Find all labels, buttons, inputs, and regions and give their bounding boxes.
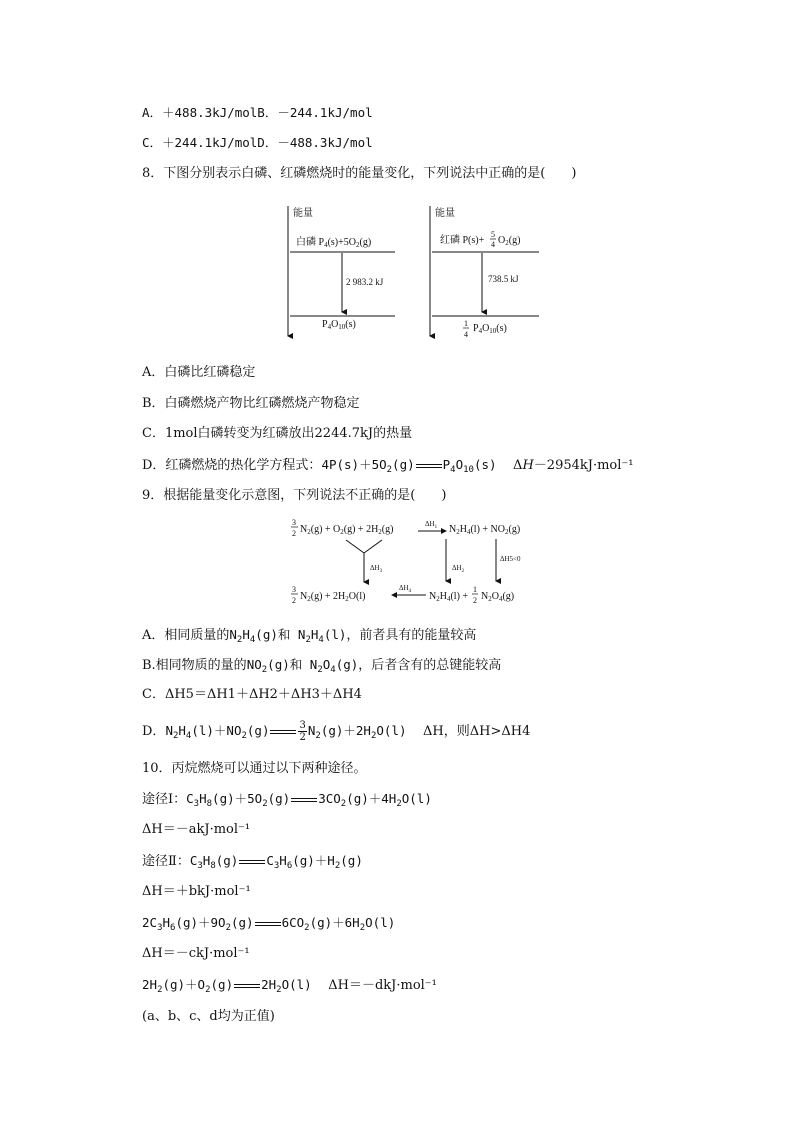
svg-text:ΔH1: $\Delta H_1$ xyxy=(425,520,438,530)
q10-path2-eq3: $2H_2(g)+O_2(g)$ $2H_2O(l)$ ΔH＝－dkJ·mol⁻¹ xyxy=(142,977,437,995)
svg-text:4: 4 xyxy=(464,330,468,339)
q10-path2-eq1: 途径Ⅱ：$C_3H_8(g)$ $C_3H_6(g)+H_2(g)$ xyxy=(142,853,363,871)
q10-path2-eq2: $2C_3H_6(g)+9O_2(g)$ $6CO_2(g)+6H_2O(l)$ xyxy=(142,915,396,933)
q9-option-c: C．ΔH5＝ΔH1＋ΔH2＋ΔH3＋ΔH4 xyxy=(142,687,362,702)
q9-energy-diagram xyxy=(286,515,534,611)
svg-text:4: 4 xyxy=(491,240,495,249)
left-axis-label: 能量 xyxy=(293,208,313,219)
q7-options-ab: A．＋488.3kJ/molB．－244.1kJ/mol xyxy=(142,105,373,120)
svg-text:2: 2 xyxy=(292,529,296,538)
q9-option-a: A．相同质量的$N_2H_4(g)$和 $N_2H_4(l)$，前者具有的能量较高 xyxy=(142,627,477,645)
svg-text:N2H4(l) +: $N_2H_4(l)$ + xyxy=(429,591,469,603)
right-bottom-label: $P_4O_{10}(s)$ xyxy=(473,323,507,335)
svg-text:ΔH4: $\Delta H_4$ xyxy=(399,584,412,594)
q10-path2-dh1: ΔH＝＋bkJ·mol⁻¹ xyxy=(142,884,251,899)
q7-options-cd: C．＋244.1kJ/molD．－488.3kJ/mol xyxy=(142,135,373,150)
q9-stem: 9．根据能量变化示意图，下列说法不正确的是( ) xyxy=(142,488,447,503)
q10-stem: 10．丙烷燃烧可以通过以下两种途径。 xyxy=(142,761,367,776)
dh5-label: ΔH5<0 xyxy=(500,555,521,563)
q8-option-a: A．白磷比红磷稳定 xyxy=(142,365,256,380)
svg-text:3: 3 xyxy=(292,518,296,527)
svg-text:5: 5 xyxy=(491,230,495,239)
svg-text:N2H4(l) + NO2(g): $N_2H_4(l) + NO_2(g)$ xyxy=(449,524,521,536)
q9-option-d: D．$N_2H_4(l)+NO_2(g)$ $\frac{3}{2}$ $N_2(g)+2H_2O(l)$ ΔH，则ΔH>ΔH4 xyxy=(142,720,531,743)
q8-option-c: C．1mol白磷转变为红磷放出2244.7kJ的热量 xyxy=(142,426,413,441)
svg-text:1: 1 xyxy=(473,585,477,594)
svg-text:ΔH3: $\Delta H_3$ xyxy=(370,564,383,574)
q8-stem: 8．下图分别表示白磷、红磷燃烧时的能量变化，下列说法中正确的是( ) xyxy=(142,166,577,181)
right-axis-label: 能量 xyxy=(435,208,455,219)
right-top-label: 红磷 P(s)+ xyxy=(440,235,485,246)
svg-text:ΔH2: $\Delta H_2$ xyxy=(452,564,465,574)
svg-text:N2(g) + 2H2O(l): $N_2(g) + 2H_2O(l)$ xyxy=(300,591,366,603)
svg-text:2: 2 xyxy=(292,596,296,605)
q9-option-b: B.相同物质的量的$NO_2(g)$和 $N_2O_4(g)$，后者含有的总键能较高 xyxy=(142,657,502,675)
svg-text:O2(g): $O_2(g)$ xyxy=(498,235,521,247)
q10-path2-dh2: ΔH＝－ckJ·mol⁻¹ xyxy=(142,946,250,961)
left-top-label: 白磷 $P_4(s)+5O_2(g)$ xyxy=(296,237,372,249)
svg-text:N2O4(g): $N_2O_4(g)$ xyxy=(481,591,515,603)
q8-option-b: B．白磷燃烧产物比红磷燃烧产物稳定 xyxy=(142,396,360,411)
q10-path1-dh: ΔH＝－akJ·mol⁻¹ xyxy=(142,822,251,837)
q10-note: (a、b、c、d均为正值) xyxy=(142,1009,275,1024)
svg-text:1: 1 xyxy=(464,319,468,328)
svg-text:3: 3 xyxy=(292,585,296,594)
q10-path1-eq: 途径Ⅰ：$C_3H_8(g)+5O_2(g)$ $3CO_2(g)+4H_2O(l)$ xyxy=(142,791,432,809)
q8-energy-diagram xyxy=(282,200,552,342)
left-bottom-label: $P_4O_{10}(s)$ xyxy=(322,319,356,331)
right-energy-value: 738.5 kJ xyxy=(488,274,519,284)
svg-text:N2(g) + O2(g) + 2H2(g): $N_2(g) + O_2(g) + 2H_2(g)$ xyxy=(300,524,394,536)
q8-option-d: D．红磷燃烧的热化学方程式：$4P(s)+5O_2(g)$ $P_4O_{10}(s)$ ΔH－2954kJ·mol⁻¹ xyxy=(142,457,634,475)
left-energy-value: 2 983.2 kJ xyxy=(346,277,384,287)
svg-text:2: 2 xyxy=(473,596,477,605)
